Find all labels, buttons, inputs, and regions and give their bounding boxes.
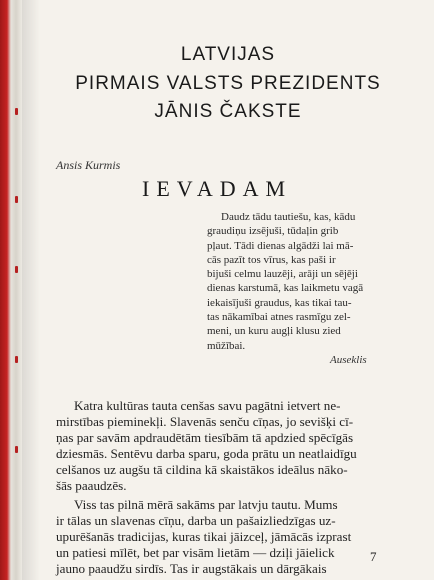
paragraph-line: jauno paaudžu sirdīs. Tas ir augstākais un dārgākais [56, 560, 327, 576]
page-number: 7 [370, 549, 377, 564]
paragraph-line: dziesmās. Sentēvu darba sparu, goda prātu un neatlaidīgu [56, 445, 357, 461]
epigraph-line: iekaisījuši graudus, kas tikai tau- [207, 296, 352, 309]
body-paragraph-1 [56, 398, 402, 493]
author-name: Ansis Kurmis [56, 158, 121, 172]
paragraph-line: ir tālas un slavenas cīņu, darba un pašaizliedzīgas uz- [56, 512, 336, 528]
binding-stitch [15, 356, 18, 363]
binding-stitch [15, 266, 18, 273]
epigraph-line: pļaut. Tādi dienas algādži lai mā- [207, 239, 354, 252]
title-line-3: JĀNIS ČAKSTE [154, 101, 302, 122]
book-page [22, 0, 434, 580]
paragraph-line: un patiesi mīlēt, bet par visām lietām — dziļi jāielick [56, 544, 335, 560]
book-spine [0, 0, 22, 580]
title-line-1: LATVIJAS [180, 44, 276, 65]
epigraph-line: mūžībai. [207, 339, 246, 352]
binding-stitch [15, 196, 18, 203]
epigraph-line: Daudz tādu tautiešu, kas, kādu [221, 211, 356, 223]
epigraph-line: bijuši celmu lauzēji, arāji un sējēji [207, 268, 358, 281]
binding-stitch [15, 446, 18, 453]
epigraph-line: tas nākamībai atnes rasmīgu zel- [207, 311, 351, 324]
title-line-2: PIRMAIS VALSTS PREZIDENTS [75, 73, 381, 94]
gutter-shadow [22, 0, 40, 580]
paragraph-line: Katra kultūras tauta cenšas savu pagātni ietvert ne- [74, 398, 341, 413]
epigraph-attribution: Auseklis [330, 354, 367, 366]
paragraph-line: šās paaudzēs. [56, 477, 127, 493]
paragraph-line: Viss tas pilnā mērā sakāms par latvju tautu. Mums [74, 497, 338, 512]
paragraph-line: celšanos uz augšu tā cildina kā skaistākos ideālus nāko- [56, 461, 348, 477]
paragraph-line: upurēšanās tradicijas, kuras tikai jāizceļ, jāmācās izprast [56, 528, 352, 544]
paragraph-line: mirstības pieminekļi. Slavenās senču cīņas, jo sevišķi cī- [56, 413, 354, 429]
epigraph-line: graudiņu izsējuši, tūdaļin grib [207, 225, 339, 238]
epigraph-line: meni, un kuru augļi klusu zied [207, 325, 341, 338]
epigraph-line: dienas karstumā, kas laikmetu vagā [207, 282, 364, 295]
epigraph [207, 210, 396, 353]
epigraph-line: cās pazīt tos vīrus, kas paši ir [207, 253, 336, 266]
body-paragraph-2 [56, 497, 402, 577]
paragraph-line: ņas par savām apdraudētām tiesībām tā apdzied spēcīgās [56, 429, 354, 445]
binding-stitch [15, 108, 18, 115]
section-heading: IEVADAM [142, 176, 293, 201]
